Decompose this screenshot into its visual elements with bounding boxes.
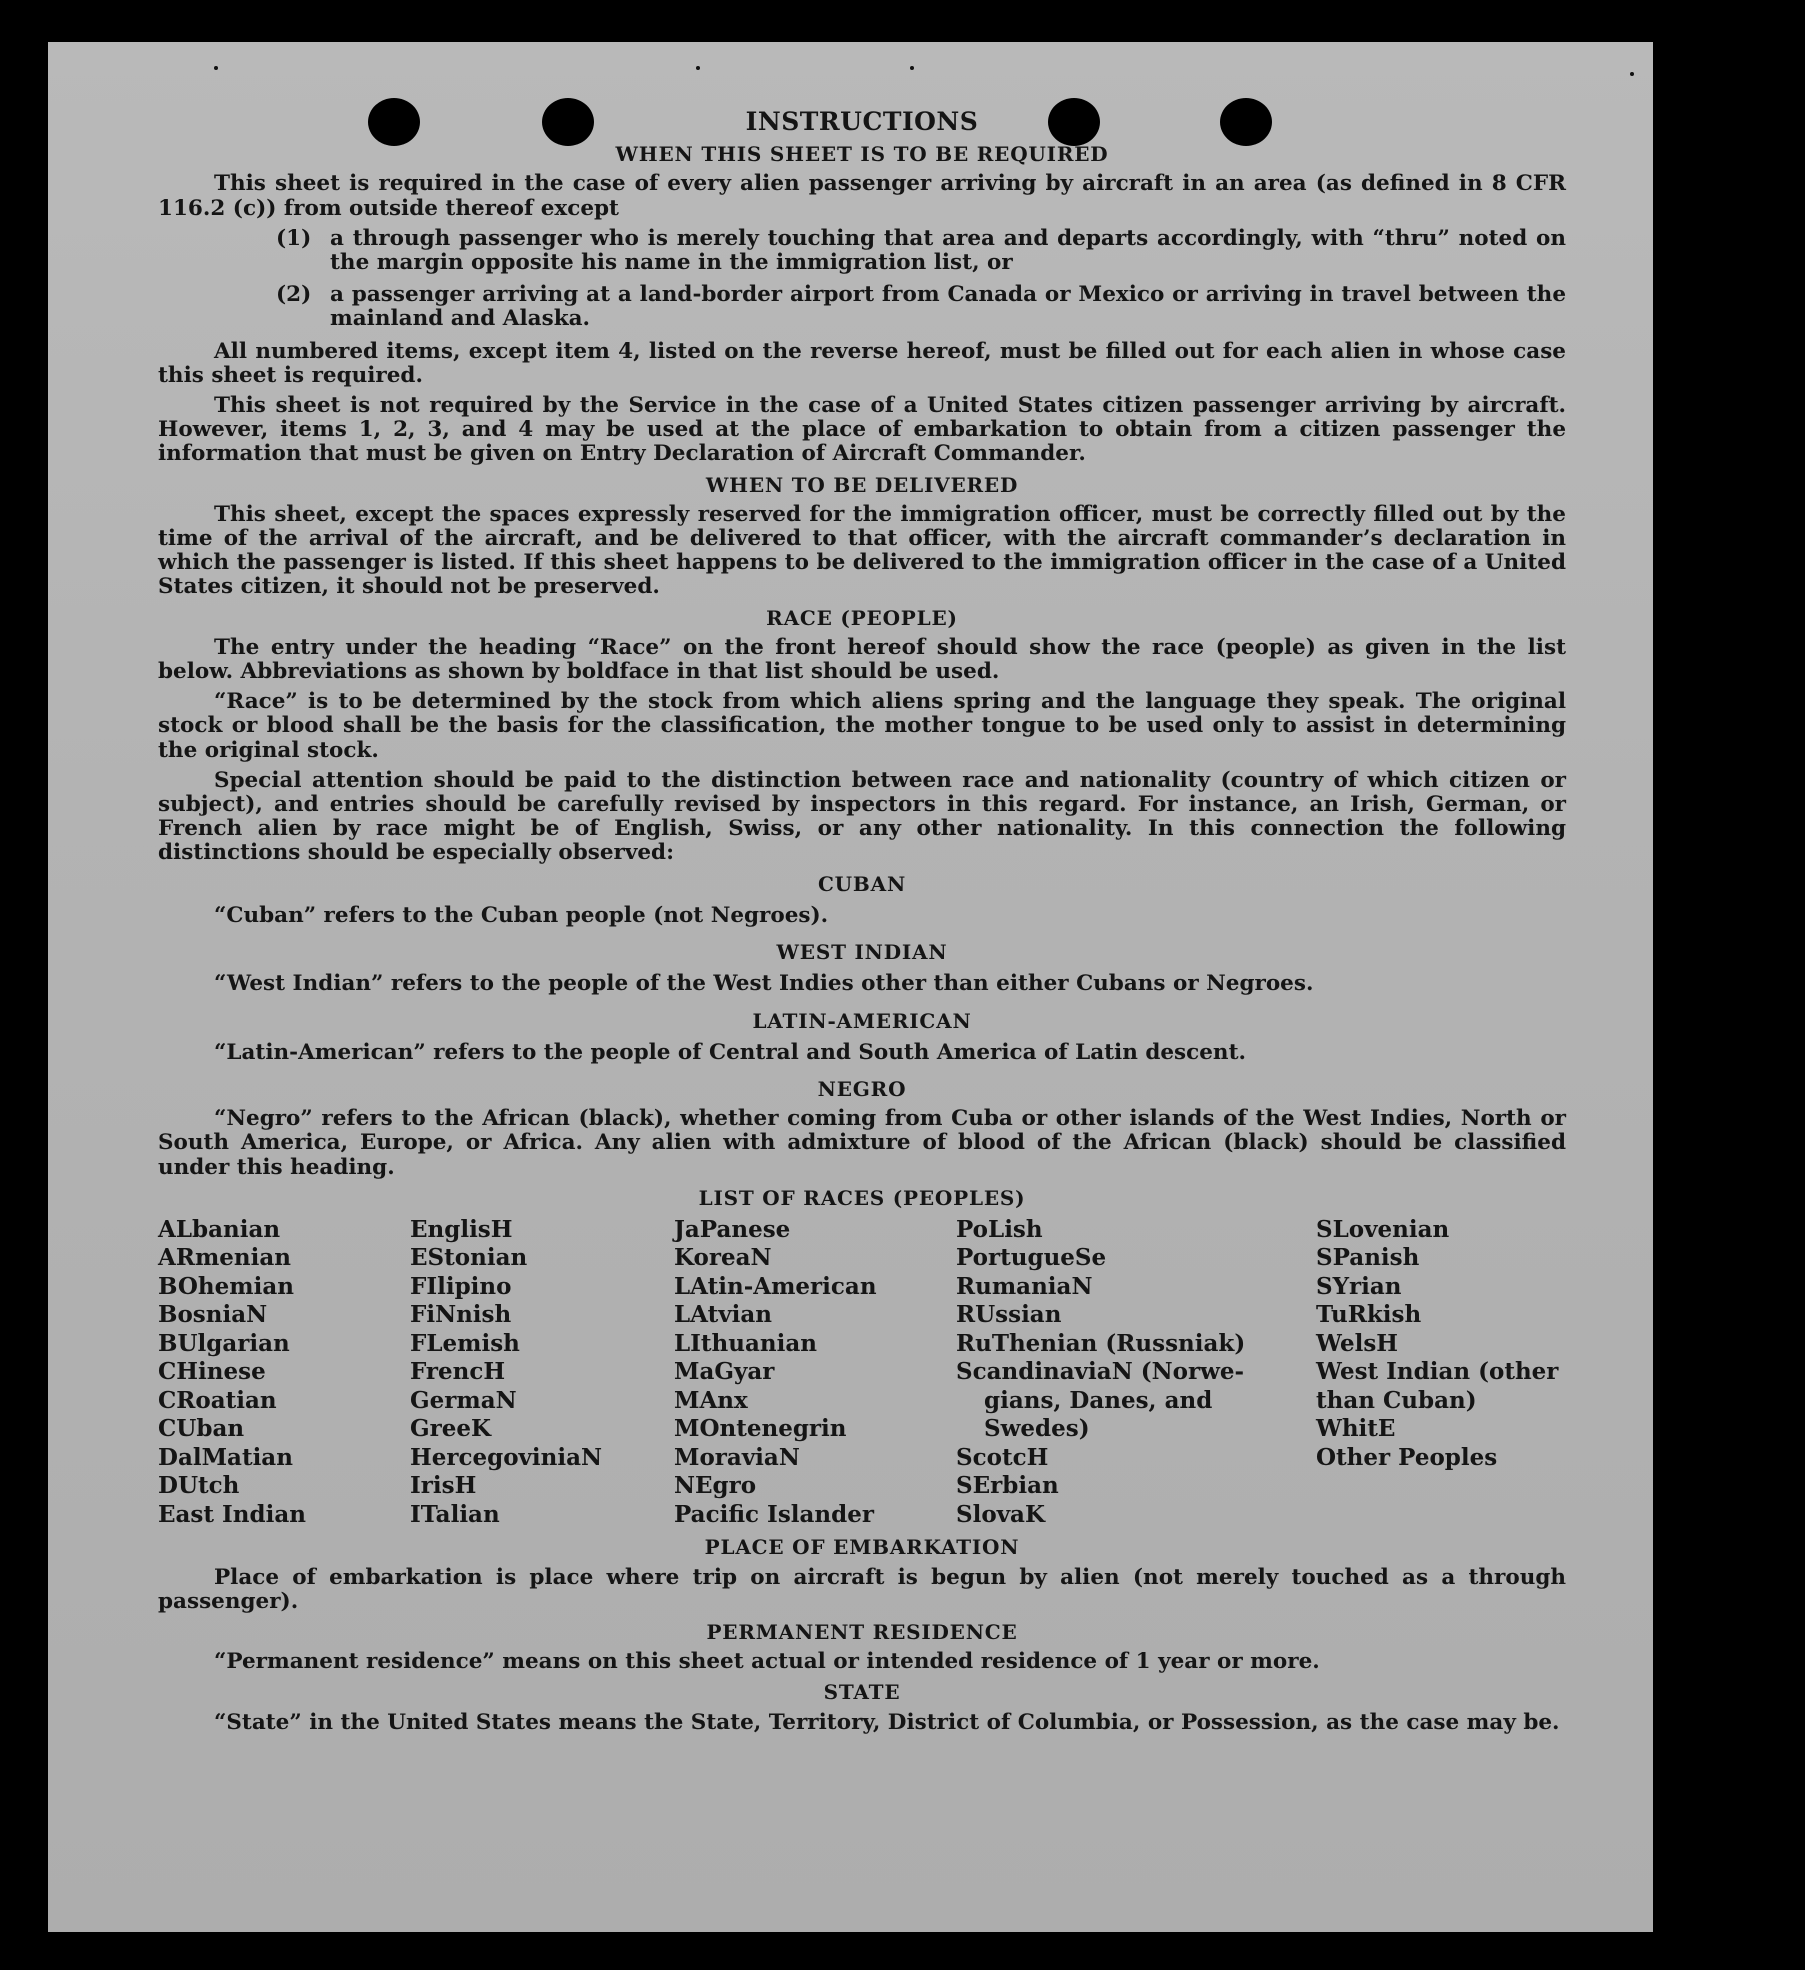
- race-entry: RumaniaN: [956, 1272, 1093, 1300]
- race-entry: IrisH: [410, 1472, 477, 1500]
- race-entry: HercegoviniaN: [410, 1443, 603, 1471]
- heading-latin-american: LATIN-AMERICAN: [752, 1008, 972, 1033]
- race-entry: MOntenegrin: [674, 1415, 847, 1443]
- race-entry: DUtch: [158, 1472, 240, 1500]
- west-indian-text: “West Indian” refers to the people of the West Indies other than either Cubans or Negroes.: [214, 971, 1314, 997]
- race-entry: NEgro: [674, 1472, 757, 1500]
- races-column-3: [674, 1216, 956, 1530]
- required-intro: This sheet is required in the case of every alien passenger arriving by aircraft in an area (as defined in 8 CFR 116.2 (c)) from outside thereof except: [158, 171, 1566, 221]
- speck: [910, 66, 914, 70]
- race-para-3: Special attention should be paid to the distinction between race and nationality (country of which citizen or subject), and entries should be carefully revised by inspectors in this regard. For instance, an Irish, German, or French alien by race might be of English, Swiss, or any other nationality. In this connection the following distinctions should be especially observed:: [158, 767, 1566, 866]
- exception-number: (1): [276, 225, 312, 251]
- speck: [1630, 72, 1634, 76]
- race-entry: Other Peoples: [1316, 1443, 1498, 1471]
- race-entry: WelsH: [1316, 1329, 1399, 1357]
- race-entry: MoraviaN: [674, 1443, 800, 1471]
- race-entry: RuThenian (Russniak): [956, 1329, 1246, 1357]
- race-entry: GermaN: [410, 1386, 517, 1414]
- race-entry: EnglisH: [410, 1215, 513, 1243]
- race-entry: BUlgarian: [158, 1329, 290, 1357]
- exception-item: [276, 283, 1566, 331]
- heading-place-of-embarkation: PLACE OF EMBARKATION: [704, 1535, 1020, 1560]
- race-entry: West Indian (other: [1316, 1358, 1559, 1386]
- delivered-text: This sheet, except the spaces expressly reserved for the immigration officer, must be correctly filled out by the time of the arrival of the aircraft, and be delivered to that officer, with the aircraft commander’s declaration in which the passenger is listed. If this sheet happens to be delivered to the immigration officer in the case of a United States citizen, it should not be preserved.: [158, 501, 1566, 600]
- race-entry: SPanish: [1316, 1244, 1420, 1272]
- race-entry: MaGyar: [674, 1358, 775, 1386]
- residence-text: “Permanent residence” means on this sheet actual or intended residence of 1 year or more.: [214, 1649, 1320, 1675]
- race-entry: BOhemian: [158, 1272, 294, 1300]
- exception-text: a passenger arriving at a land-border airport from Canada or Mexico or arriving in travel between the mainland and Alaska.: [330, 282, 1566, 332]
- instructions-content: [158, 107, 1566, 1741]
- race-entry: PoLish: [956, 1215, 1043, 1243]
- race-entry: RUssian: [956, 1301, 1062, 1329]
- race-entry: FrencH: [410, 1358, 506, 1386]
- race-entry: LAtvian: [674, 1301, 772, 1329]
- races-list: [158, 1216, 1566, 1530]
- exception-item: [276, 227, 1566, 275]
- races-column-2: [410, 1216, 674, 1530]
- heading-list-of-races: LIST OF RACES (PEOPLES): [698, 1185, 1026, 1210]
- race-entry: SLovenian: [1316, 1215, 1450, 1243]
- race-entry: gians, Danes, and: [984, 1386, 1213, 1414]
- race-entry: ScandinaviaN (Norwe-: [956, 1358, 1245, 1386]
- exception-text: a through passenger who is merely touching that area and departs accordingly, with “thru” noted on the margin opposite his name in the immigration list, or: [330, 225, 1566, 276]
- document-sheet: [48, 42, 1653, 1932]
- race-entry: Pacific Islander: [674, 1500, 874, 1528]
- heading-cuban: CUBAN: [817, 871, 907, 896]
- page-title: INSTRUCTIONS: [745, 107, 979, 136]
- negro-text: “Negro” refers to the African (black), whether coming from Cuba or other islands of the West Indies, North or South America, Europe, or Africa. Any alien with admixture of blood of the African (black) should be classified under this heading.: [158, 1106, 1566, 1180]
- race-entry: than Cuban): [1316, 1386, 1477, 1414]
- cuban-text: “Cuban” refers to the Cuban people (not Negroes).: [214, 902, 829, 928]
- race-entry: CHinese: [158, 1358, 266, 1386]
- race-entry: FLemish: [410, 1329, 520, 1357]
- race-entry: DalMatian: [158, 1443, 293, 1471]
- heading-race: RACE (PEOPLE): [766, 605, 958, 630]
- required-para-items: All numbered items, except item 4, listed on the reverse hereof, must be filled out for each alien in whose case this sheet is required.: [158, 338, 1566, 388]
- embarkation-text: Place of embarkation is place where trip on aircraft is begun by alien (not merely touched as a through passenger).: [158, 1564, 1566, 1614]
- race-entry: Swedes): [984, 1415, 1090, 1443]
- race-entry: SYrian: [1316, 1272, 1402, 1300]
- heading-negro: NEGRO: [817, 1076, 907, 1101]
- exception-number: (2): [276, 282, 312, 308]
- race-entry: East Indian: [158, 1500, 306, 1528]
- race-entry: FIlipino: [410, 1272, 512, 1300]
- race-entry: JaPanese: [674, 1215, 791, 1243]
- race-entry: KoreaN: [674, 1244, 772, 1272]
- race-entry: SlovaK: [956, 1500, 1045, 1528]
- required-para-citizen: This sheet is not required by the Service in the case of a United States citizen passenger arriving by aircraft. However, items 1, 2, 3, and 4 may be used at the place of embarkation to obtain from a citizen passenger the information that must be given on Entry Declaration of Aircraft Commander.: [158, 393, 1566, 467]
- speck: [696, 66, 700, 70]
- race-entry: FiNnish: [410, 1301, 512, 1329]
- race-entry: SErbian: [956, 1472, 1059, 1500]
- race-entry: LAtin-American: [674, 1272, 877, 1300]
- state-text: “State” in the United States means the State, Territory, District of Columbia, or Possession, as the case may be.: [214, 1709, 1560, 1735]
- race-entry: ITalian: [410, 1500, 500, 1528]
- latin-american-text: “Latin-American” refers to the people of Central and South America of Latin descent.: [214, 1039, 1246, 1065]
- race-entry: LIthuanian: [674, 1329, 817, 1357]
- heading-when-delivered: WHEN TO BE DELIVERED: [705, 472, 1019, 497]
- races-column-4: [956, 1216, 1316, 1530]
- race-para-1: The entry under the heading “Race” on the front hereof should show the race (people) as given in the list below. Abbreviations as shown by boldface in that list should be used.: [158, 634, 1566, 685]
- race-entry: BosniaN: [158, 1301, 268, 1329]
- race-entry: MAnx: [674, 1386, 748, 1414]
- race-para-2: “Race” is to be determined by the stock from which aliens spring and the language they speak. The original stock or blood shall be the basis for the classification, the mother tongue to be used only to assist in determining the original stock.: [158, 689, 1566, 763]
- race-entry: CRoatian: [158, 1386, 277, 1414]
- speck: [214, 66, 218, 70]
- race-entry: WhitE: [1316, 1415, 1396, 1443]
- heading-west-indian: WEST INDIAN: [776, 940, 948, 965]
- race-entry: ALbanian: [158, 1215, 281, 1243]
- race-entry: GreeK: [410, 1415, 492, 1443]
- race-entry: ScotcH: [956, 1443, 1049, 1471]
- heading-when-required: WHEN THIS SHEET IS TO BE REQUIRED: [615, 142, 1109, 167]
- heading-permanent-residence: PERMANENT RESIDENCE: [706, 1620, 1018, 1645]
- race-entry: ARmenian: [158, 1244, 292, 1272]
- races-column-1: [158, 1216, 410, 1530]
- races-column-5: [1316, 1216, 1566, 1530]
- race-entry: CUban: [158, 1415, 245, 1443]
- race-entry: EStonian: [410, 1244, 528, 1272]
- race-entry: TuRkish: [1316, 1301, 1422, 1329]
- race-entry: PortugueSe: [956, 1244, 1107, 1272]
- heading-state: STATE: [823, 1680, 901, 1705]
